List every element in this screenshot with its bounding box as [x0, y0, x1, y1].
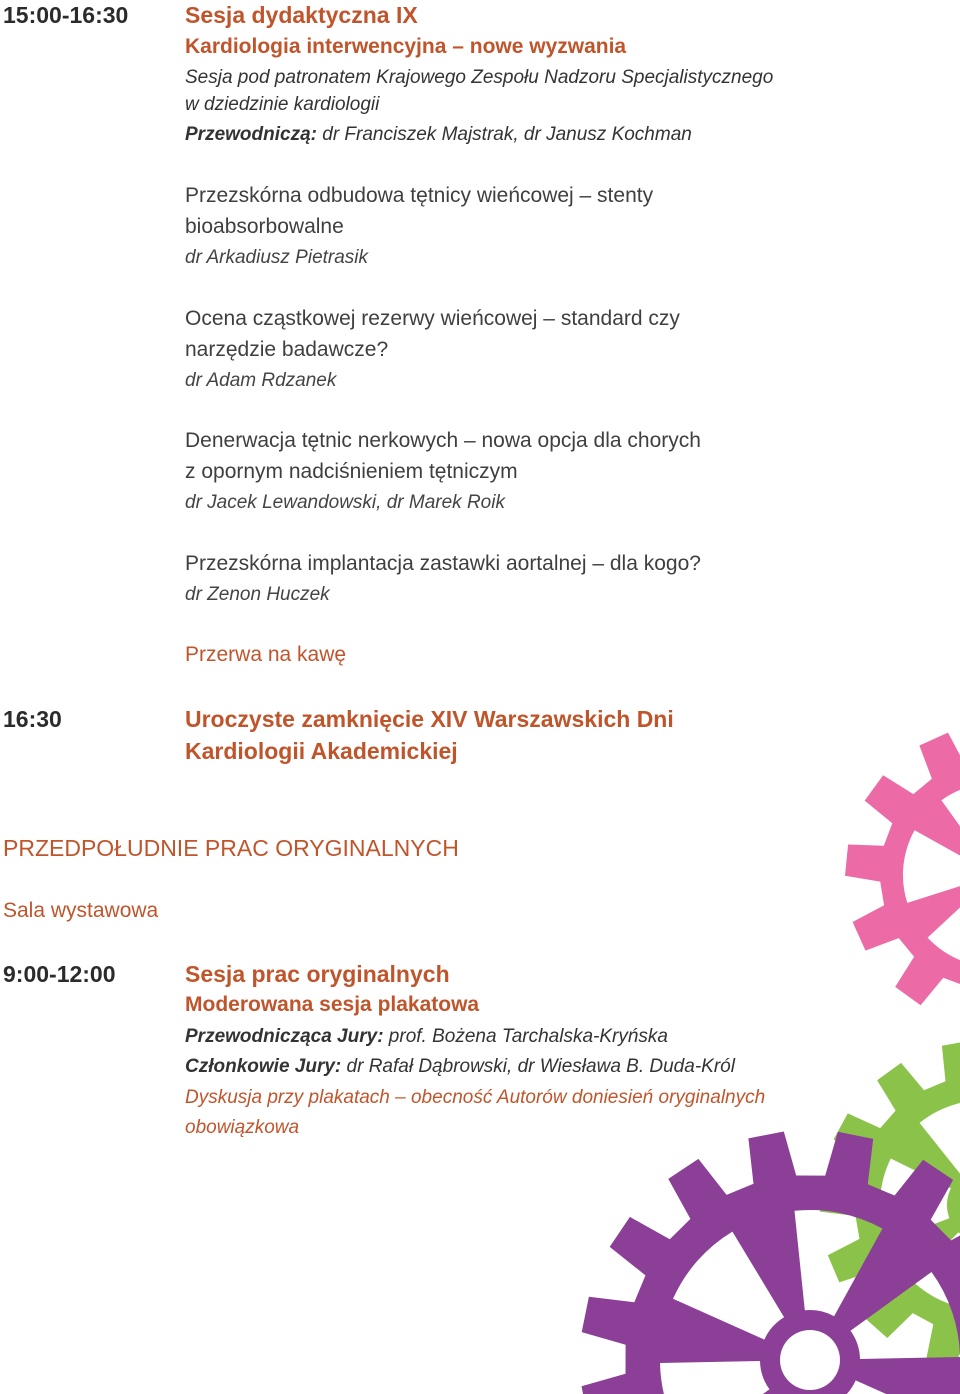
jury-members	[185, 1056, 735, 1078]
patronage-line-1: Sesja pod patronatem Krajowego Zespołu Nadzoru Specjalistycznego	[185, 67, 774, 88]
talk-title-line: z opornym nadciśnieniem tętniczym	[185, 460, 518, 483]
chairs	[185, 124, 692, 146]
chairs-names: dr Franciszek Majstrak, dr Janusz Kochman	[316, 124, 692, 145]
jury-chair	[185, 1026, 668, 1048]
session-title: Sesja prac oryginalnych	[185, 961, 450, 987]
session-subtitle: Kardiologia interwencyjna – nowe wyzwania	[185, 35, 627, 58]
jury-members-label: Członkowie Jury:	[185, 1056, 342, 1077]
talk-author: dr Zenon Huczek	[185, 584, 330, 605]
talk-title-line: Przezskórna odbudowa tętnicy wieńcowej – stenty	[185, 184, 654, 207]
talk-author: dr Jacek Lewandowski, dr Marek Roik	[185, 492, 505, 513]
discussion-line: obowiązkowa	[185, 1117, 300, 1138]
session-time: 15:00-16:30	[3, 2, 129, 28]
talk-title-line: bioabsorbowalne	[185, 215, 344, 238]
closing-title-line: Kardiologii Akademickiej	[185, 738, 458, 764]
session-time: 9:00-12:00	[3, 961, 116, 987]
talk-title-line: Denerwacja tętnic nerkowych – nowa opcja dla chorych	[185, 429, 701, 452]
discussion-line: Dyskusja przy plakatach – obecność Autorów doniesień oryginalnych	[185, 1087, 766, 1108]
session-subtitle: Moderowana sesja plakatowa	[185, 993, 480, 1016]
talk-title-line: Ocena cząstkowej rezerwy wieńcowej – standard czy	[185, 307, 680, 330]
jury-chair-label: Przewodnicząca Jury:	[185, 1026, 384, 1047]
session-time: 16:30	[3, 706, 62, 732]
session-title: Sesja dydaktyczna IX	[185, 2, 418, 28]
jury-members-names: dr Rafał Dąbrowski, dr Wiesława B. Duda-Król	[341, 1056, 735, 1077]
talk-title-line: narzędzie badawcze?	[185, 338, 389, 361]
chairs-label: Przewodniczą:	[185, 124, 317, 145]
talk-author: dr Adam Rdzanek	[185, 370, 337, 391]
section-heading: PRZEDPOŁUDNIE PRAC ORYGINALNYCH	[3, 835, 459, 861]
coffee-break: Przerwa na kawę	[185, 643, 347, 666]
jury-chair-names: prof. Bożena Tarchalska-Kryńska	[383, 1026, 668, 1047]
talk-author: dr Arkadiusz Pietrasik	[185, 247, 369, 268]
closing-title-line: Uroczyste zamknięcie XIV Warszawskich Dni	[185, 706, 674, 732]
patronage-line-2: w dziedzinie kardiologii	[185, 94, 380, 115]
room-name: Sala wystawowa	[3, 899, 159, 922]
talk-title-line: Przezskórna implantacja zastawki aortalnej – dla kogo?	[185, 552, 701, 575]
